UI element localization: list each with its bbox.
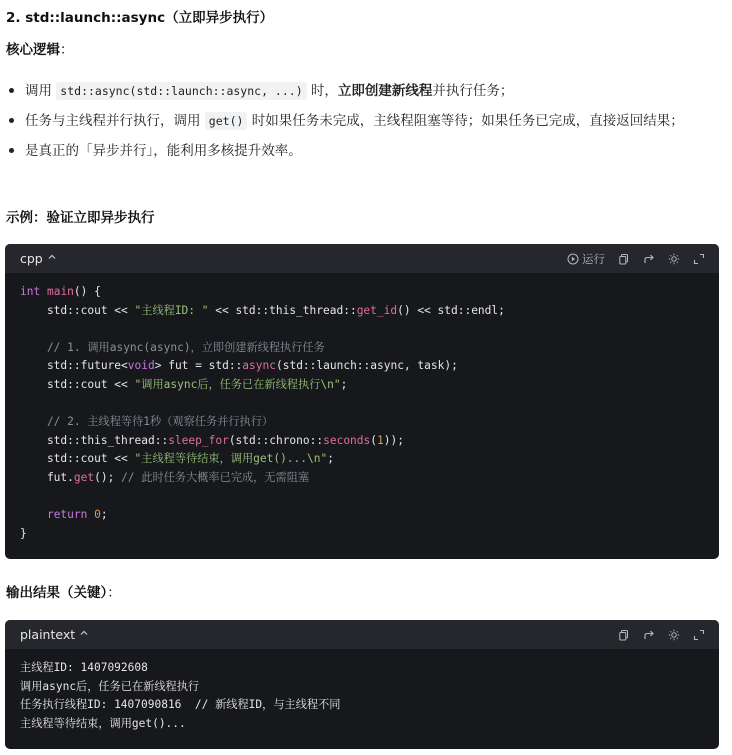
copy-button[interactable] [618, 253, 630, 265]
code-block-plaintext [5, 620, 719, 749]
expand-button[interactable] [693, 629, 705, 641]
bullet3-text: 是真正的「异步并行」，能利用多核提升效率。 [25, 143, 302, 159]
bullet2-post: 时如果任务未完成，主线程阻塞等待；如果任务已完成，直接返回结果； [247, 113, 684, 129]
theme-button[interactable] [668, 253, 680, 265]
theme-sun-icon [668, 253, 680, 265]
core-logic-text: 核心逻辑 [6, 42, 60, 58]
core-logic-label [6, 38, 74, 58]
theme-sun-icon [668, 629, 680, 641]
output-line: 主线程等待结束，调用get()... [20, 716, 186, 730]
code-toolbar [567, 251, 705, 267]
code-line: std::cout << "主线程等待结束，调用get()...\n"; [20, 452, 334, 466]
bullet1-pre: 调用 [25, 83, 57, 99]
output-content[interactable] [5, 649, 719, 744]
code-header [5, 244, 719, 273]
bullet1-post: 并执行任务； [432, 83, 514, 99]
bullet1-bold: 立即创建新线程 [337, 83, 433, 99]
bullet1-mid: 时， [306, 83, 338, 99]
language-toggle[interactable] [20, 627, 89, 642]
copy-icon [618, 253, 630, 265]
expand-icon [693, 253, 705, 265]
list-item [6, 110, 706, 132]
theme-button[interactable] [668, 629, 680, 641]
code-line: std::this_thread::sleep_for(std::chrono::seconds(1)); [20, 433, 404, 447]
output-label-text: 输出结果（关键） [6, 585, 108, 601]
language-label: cpp [20, 251, 43, 266]
output-line: 主线程ID: 1407092608 [20, 661, 148, 674]
list-item [6, 80, 706, 102]
code-line: return 0; [46, 508, 108, 522]
section-heading: 2. std::launch::async（立即异步执行） [6, 10, 274, 26]
copy-icon [618, 629, 630, 641]
code-toolbar [618, 629, 705, 641]
code-line: // 1. 调用async(async)，立即创建新线程执行任务 [20, 340, 325, 354]
language-label: plaintext [20, 627, 76, 642]
chevron-up-icon [79, 628, 89, 641]
chevron-up-icon [47, 252, 57, 265]
code-line: fut.get(); // 此时任务大概率已完成，无需阻塞 [20, 470, 310, 484]
share-arrow-icon [643, 629, 655, 641]
output-line: 调用async后，任务已在新线程执行 [20, 679, 200, 693]
code-line: std::future<void> fut = std::async(std::launch::async, task); [20, 359, 458, 373]
code-block-cpp [5, 244, 719, 559]
list-item [6, 140, 706, 162]
output-line: 任务执行线程ID: 1407090816 // 新线程ID，与主线程不同 [20, 698, 341, 712]
bullet2-pre: 任务与主线程并行执行，调用 [25, 113, 205, 129]
share-arrow-icon [643, 253, 655, 265]
output-label [6, 581, 121, 601]
expand-icon [693, 629, 705, 641]
output-colon: ： [107, 585, 121, 601]
language-toggle[interactable] [20, 251, 57, 266]
core-logic-colon: ： [60, 42, 74, 58]
share-button[interactable] [643, 253, 655, 265]
code-content[interactable] [5, 273, 719, 554]
expand-button[interactable] [693, 253, 705, 265]
inline-code-async: std::async(std::launch::async, ...) [56, 82, 306, 100]
inline-code-get: get() [205, 112, 248, 130]
run-button[interactable] [567, 251, 605, 267]
play-circle-icon [567, 253, 579, 265]
copy-button[interactable] [618, 629, 630, 641]
code-line: int main() { [20, 285, 101, 298]
share-button[interactable] [643, 629, 655, 641]
example-label: 示例：验证立即异步执行 [6, 210, 155, 226]
run-label: 运行 [582, 251, 605, 266]
code-header [5, 620, 719, 649]
code-line: } [20, 526, 27, 540]
core-logic-list [6, 80, 706, 170]
code-line: // 2. 主线程等待1秒（观察任务并行执行） [20, 415, 274, 429]
code-line: std::cout << "调用async后，任务已在新线程执行\n"; [20, 377, 348, 391]
code-line: std::cout << "主线程ID: " << std::this_thread::get_id() << std::endl; [20, 303, 505, 317]
